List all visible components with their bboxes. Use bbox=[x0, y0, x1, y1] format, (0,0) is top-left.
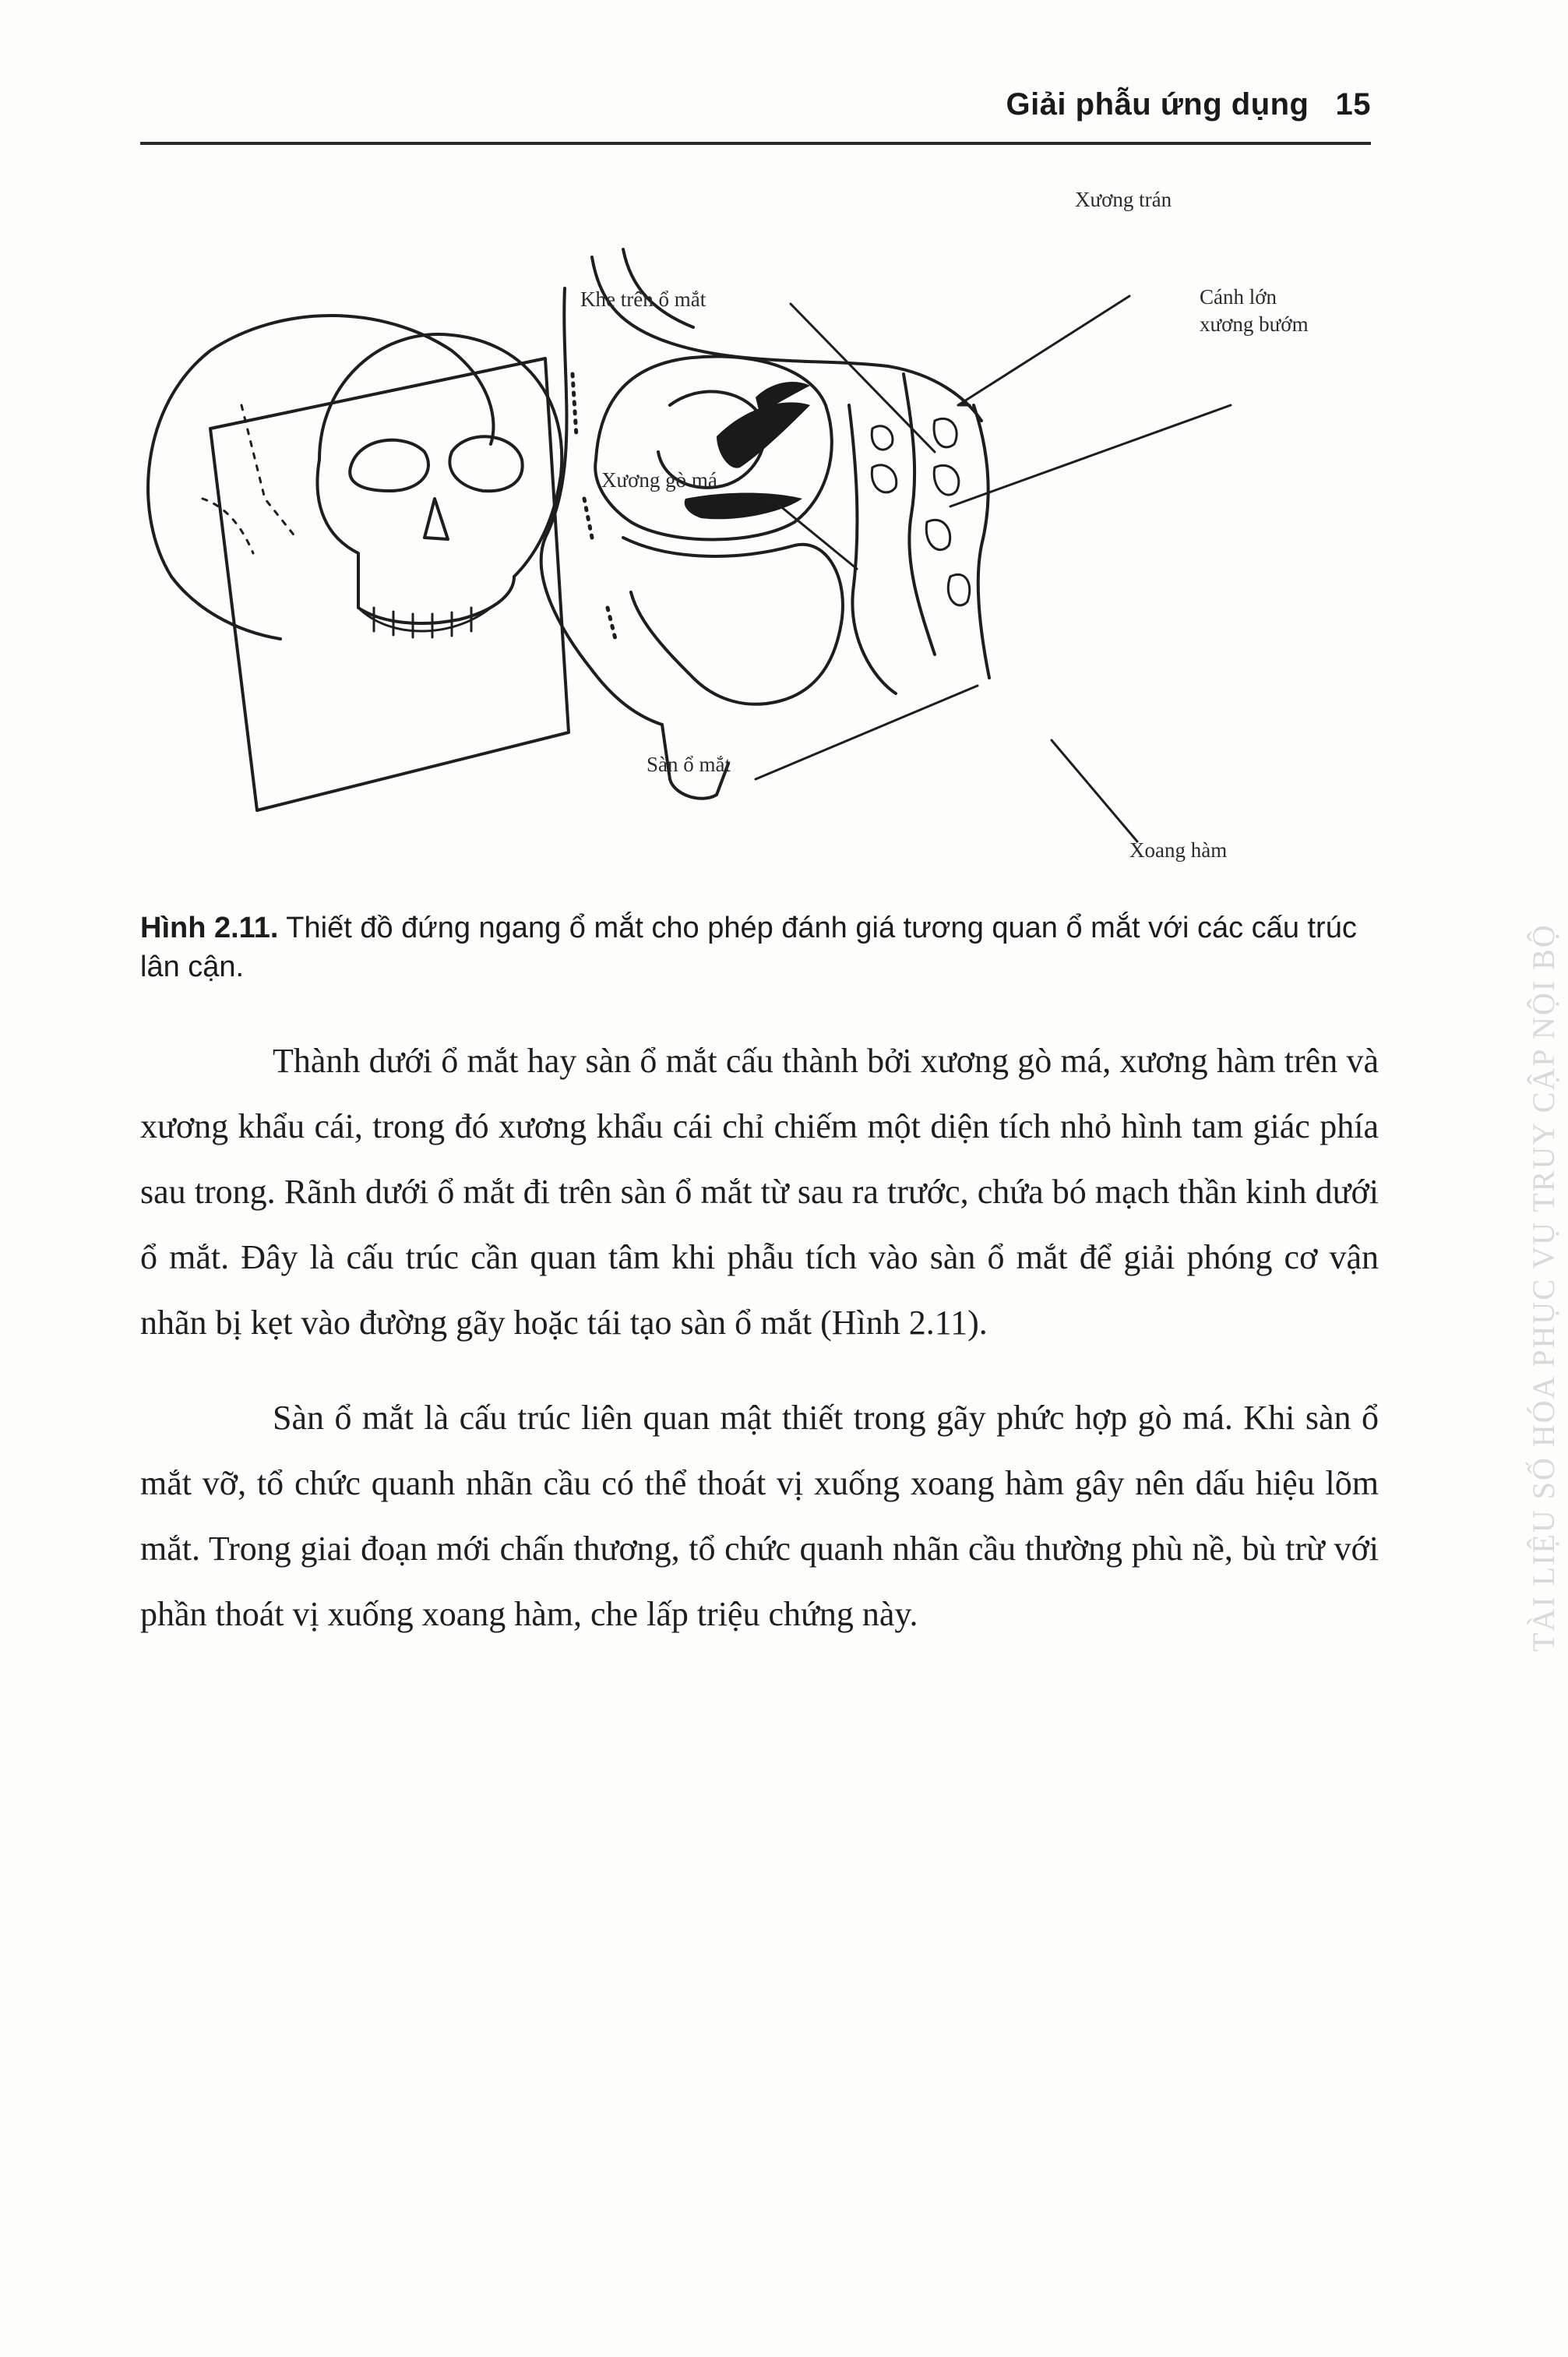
header-rule bbox=[140, 142, 1371, 145]
body-text bbox=[140, 1029, 1379, 1677]
label-canh-lon-line2: xương bướm bbox=[1200, 312, 1309, 336]
coronal-plane-frame bbox=[210, 358, 569, 810]
orbit-illustration bbox=[125, 171, 1371, 888]
paragraph: Thành dưới ổ mắt hay sàn ổ mắt cấu thành bởi xương gò má, xương hàm trên và xương khẩu cái, trong đó xương khẩu cái chỉ chiếm một diện tích nhỏ hình tam giác phía sau trong. Rãnh dưới ổ mắt đi trên sàn ổ mắt từ sau ra trước, chứa bó mạch thần kinh dưới ổ mắt. Đây là cấu trúc cần quan tâm khi phẫu tích vào sàn ổ mắt để giải phóng cơ vận nhãn bị kẹt vào đường gãy hoặc tái tạo sàn ổ mắt (Hình 2.11). bbox=[140, 1042, 1379, 1342]
label-khe-tren-o-mat: Khe trên ổ mắt bbox=[580, 288, 706, 311]
running-head bbox=[140, 87, 1371, 142]
leader-lines bbox=[756, 296, 1231, 842]
chapter-title: Giải phẫu ứng dụng bbox=[1006, 87, 1309, 122]
side-watermark: TÀI LIỆU SỐ HÓA PHỤC VỤ TRUY CẬP NỘI BỘ bbox=[1526, 923, 1561, 1652]
skull-drawing bbox=[148, 316, 562, 639]
label-xoang-ham: Xoang hàm bbox=[1129, 838, 1228, 862]
label-san-o-mat: Sàn ổ mắt bbox=[647, 753, 731, 776]
label-xuong-go-ma: Xương gò má bbox=[601, 468, 717, 492]
figure-caption bbox=[140, 909, 1379, 986]
figure-orbit-diagram bbox=[125, 171, 1371, 888]
label-canh-lon-line1: Cánh lớn bbox=[1200, 285, 1277, 309]
orbit-coronal-section bbox=[541, 249, 989, 799]
page-number: 15 bbox=[1335, 87, 1371, 122]
paragraph: Sàn ổ mắt là cấu trúc liên quan mật thiết trong gãy phức hợp gò má. Khi sàn ổ mắt vỡ, tổ chức quanh nhãn cầu có thể thoát vị xuống xoang hàm gây nên dấu hiệu lõm mắt. Trong giai đoạn mới chấn thương, tổ chức quanh nhãn cầu thường phù nề, bù trừ với phần thoát vị xuống xoang hàm, che lấp triệu chứng này. bbox=[140, 1399, 1379, 1633]
label-xuong-tran: Xương trán bbox=[1075, 188, 1172, 211]
caption-figure-number: Hình 2.11. bbox=[140, 912, 279, 944]
caption-text: Thiết đồ đứng ngang ổ mắt cho phép đánh giá tương quan ổ mắt với các cấu trúc lân cận. bbox=[140, 912, 1357, 984]
